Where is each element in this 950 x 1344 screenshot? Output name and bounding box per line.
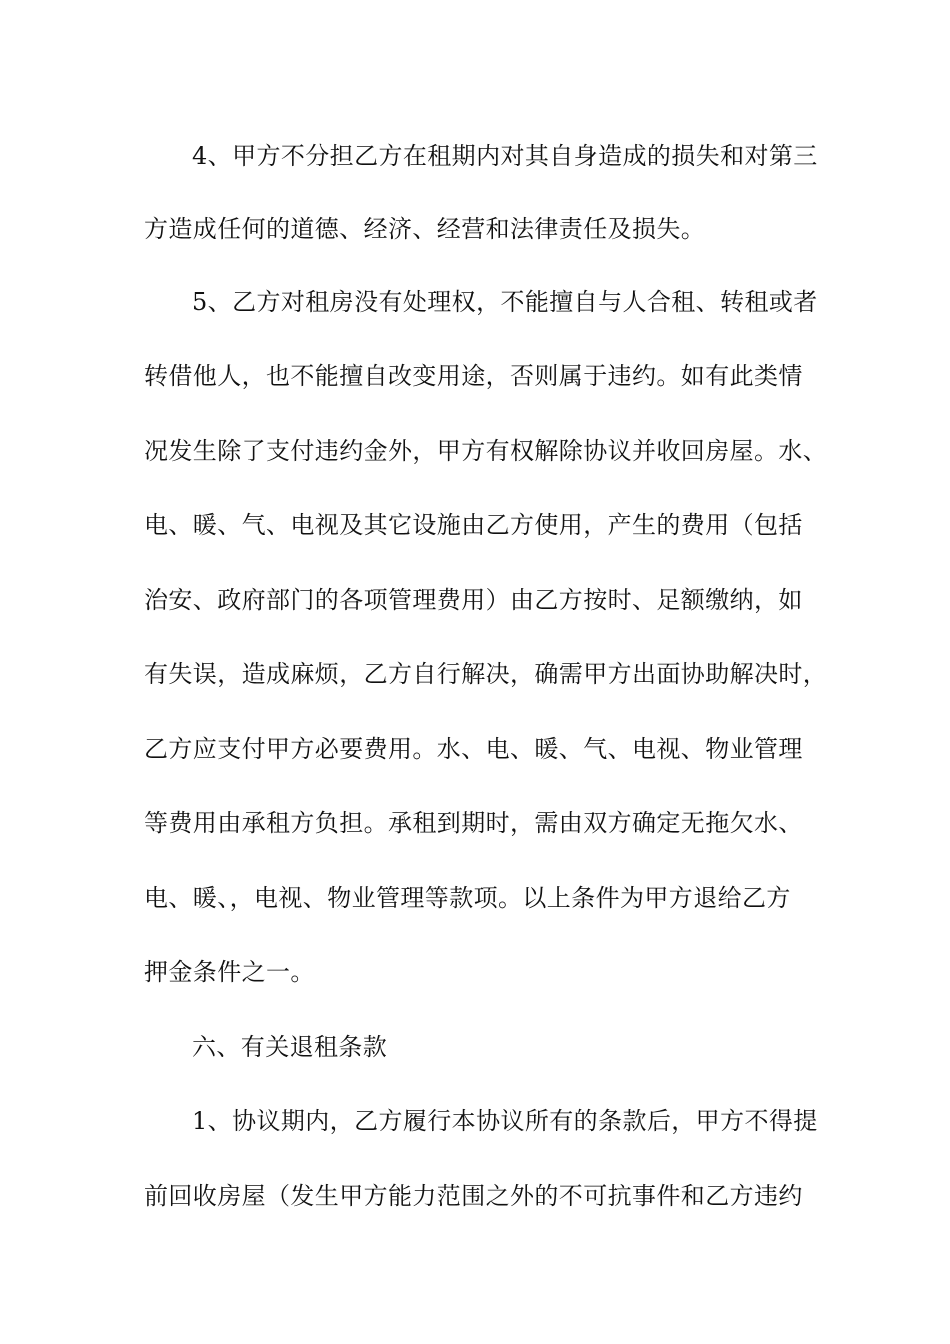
paragraph-5-line-2: 转借他人，也不能擅自改变用途，否则属于违约。如有此类情 bbox=[144, 362, 803, 390]
paragraph-5-line-10: 押金条件之一。 bbox=[144, 958, 315, 986]
paragraph-5-line-4: 电、暖、气、电视及其它设施由乙方使用，产生的费用（包括 bbox=[144, 511, 803, 539]
paragraph-5-line-8: 等费用由承租方负担。承租到期时，需由双方确定无拖欠水、 bbox=[144, 809, 803, 837]
paragraph-5-line-7: 乙方应支付甲方必要费用。水、电、暖、气、电视、物业管理 bbox=[144, 735, 803, 763]
paragraph-5-line-3: 况发生除了支付违约金外，甲方有权解除协议并收回房屋。水、 bbox=[144, 437, 828, 465]
clause-1-line-1: 1、协议期内，乙方履行本协议所有的条款后，甲方不得提 bbox=[192, 1107, 818, 1135]
clause-1-line-2: 前回收房屋（发生甲方能力范围之外的不可抗事件和乙方违约 bbox=[144, 1182, 803, 1210]
paragraph-4-line-1: 4、甲方不分担乙方在租期内对其自身造成的损失和对第三 bbox=[192, 142, 818, 170]
section-heading-6: 六、有关退租条款 bbox=[192, 1033, 388, 1061]
paragraph-4-line-2: 方造成任何的道德、经济、经营和法律责任及损失。 bbox=[144, 215, 706, 243]
paragraph-5-line-1: 5、乙方对租房没有处理权，不能擅自与人合租、转租或者 bbox=[192, 288, 818, 316]
paragraph-5-line-5: 治安、政府部门的各项管理费用）由乙方按时、足额缴纳，如 bbox=[144, 586, 803, 614]
paragraph-5-line-6: 有失误，造成麻烦，乙方自行解决，确需甲方出面协助解决时， bbox=[144, 660, 828, 688]
paragraph-5-line-9: 电、暖、，电视、物业管理等款项。以上条件为甲方退给乙方 bbox=[144, 884, 791, 912]
